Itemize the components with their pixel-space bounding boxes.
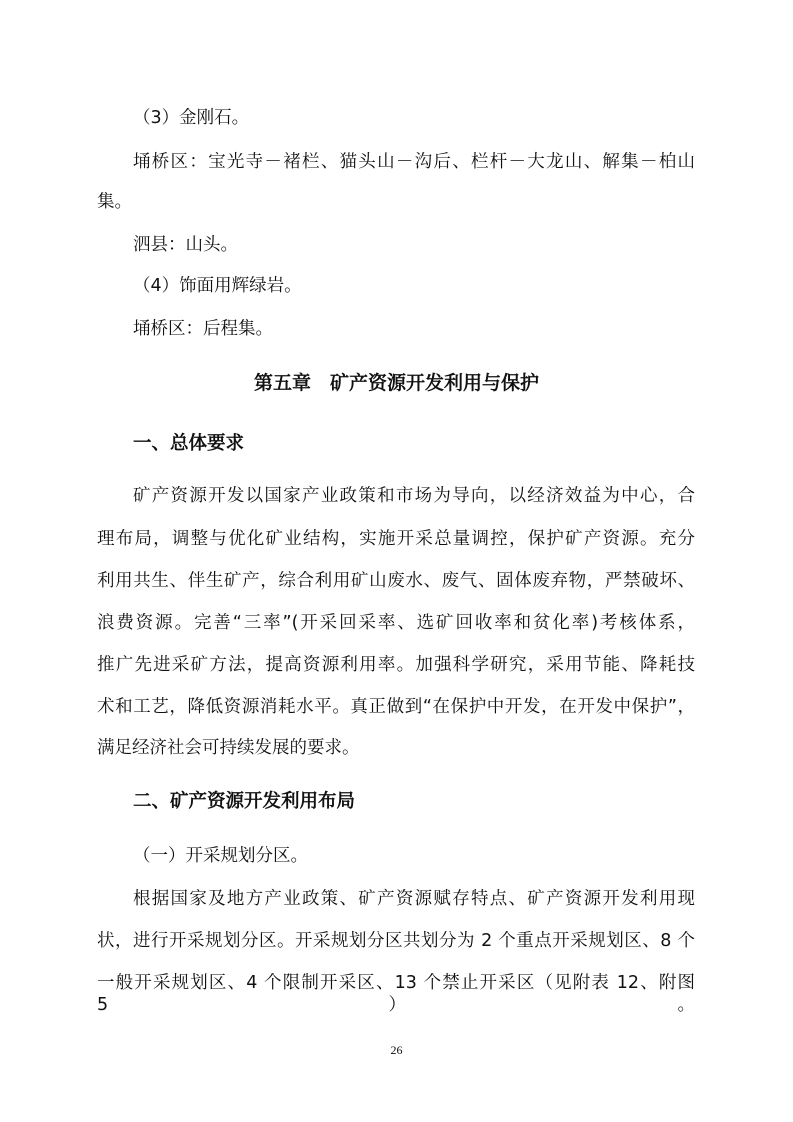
body-line: 推广先进采矿方法，提高资源利用率。加强科学研究，采用节能、降耗技 [97, 655, 695, 675]
yongqiao-diamond-line-1: 埇桥区：宝光寺－褚栏、猫头山－沟后、栏杆－大龙山、解集－柏山 [133, 152, 695, 172]
body-line: 利用共生、伴生矿产，综合利用矿山废水、废气、固体废弃物，严禁破坏、 [97, 571, 695, 591]
section-2-heading: 二、矿产资源开发利用布局 [133, 791, 356, 812]
section-2-subheading: （一）开采规划分区。 [133, 846, 308, 866]
yongqiao-diabase: 埇桥区：后程集。 [133, 319, 273, 339]
section-1-heading: 一、总体要求 [133, 433, 245, 454]
body-line: 满足经济社会可持续发展的要求。 [97, 738, 360, 758]
body-line: 理布局，调整与优化矿业结构，实施开采总量调控，保护矿产资源。充分 [97, 529, 695, 549]
yongqiao-diamond-line-2: 集。 [97, 192, 132, 212]
sixian-diamond: 泗县：山头。 [133, 235, 238, 255]
body-line: 矿产资源开发以国家产业政策和市场为导向，以经济效益为中心，合 [133, 486, 695, 506]
chapter-title: 第五章 矿产资源开发利用与保护 [253, 372, 539, 394]
body-line: 状，进行开采规划分区。开采规划分区共划分为 2 个重点开采规划区、8 个 [97, 931, 695, 951]
item-4-heading: （4）饰面用辉绿岩。 [133, 276, 302, 296]
body-line: 根据国家及地方产业政策、矿产资源赋存特点、矿产资源开发利用现 [133, 889, 695, 909]
body-line: 浪费资源。完善“三率”(开采回采率、选矿回收率和贫化率)考核体系， [97, 613, 695, 633]
item-3-heading: （3）金刚石。 [133, 108, 250, 128]
page-number: 26 [390, 1043, 403, 1057]
body-line: 术和工艺，降低资源消耗水平。真正做到“在保护中开发，在开发中保护”， [97, 697, 695, 717]
body-line: 一般开采规划区、4 个限制开采区、13 个禁止开采区（见附表 12、附图 5）。 [97, 973, 695, 1015]
